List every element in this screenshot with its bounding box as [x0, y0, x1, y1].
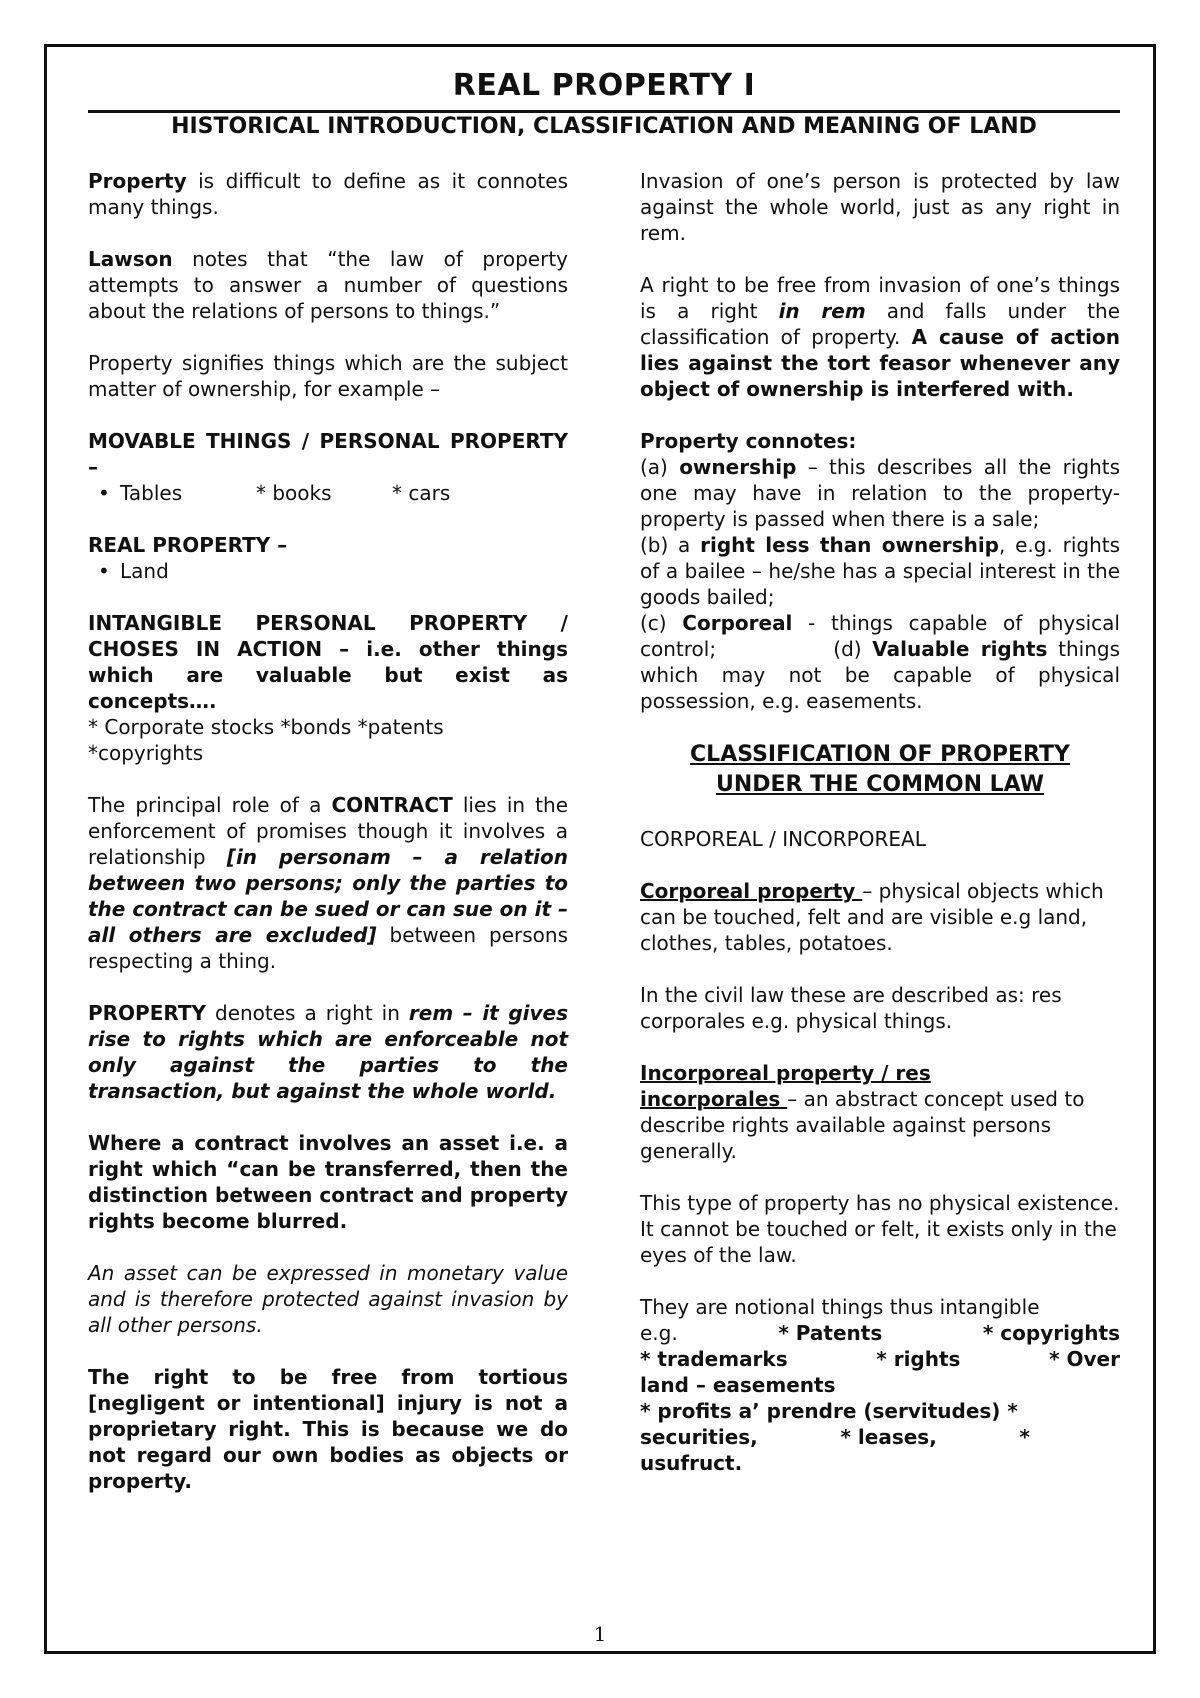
- paragraph-civil-law: In the civil law these are described as: res corporales e.g. physical things.: [640, 983, 1062, 1033]
- text: , e.g. rights of a bailee – he/she has a special interest in the goods bailed;: [640, 533, 1121, 609]
- term-in-rem: in rem: [778, 299, 866, 323]
- term-contract: CONTRACT: [331, 793, 453, 817]
- paragraph-corporeal-property: [640, 878, 1120, 956]
- item-securities: securities,: [640, 1425, 758, 1449]
- text: A right to be free from invasion of one’s things is a right: [640, 273, 1120, 323]
- heading-classification-of-property: [640, 740, 1120, 800]
- item-over: * Over: [1049, 1347, 1120, 1371]
- text: things which may not be capable of physical possession, e.g. easements.: [640, 637, 1120, 713]
- text: The principal role of a: [88, 793, 332, 817]
- left-column: [88, 168, 568, 1520]
- text: They are notional things thus intangible: [640, 1295, 1040, 1319]
- list-item: • Land: [120, 558, 568, 584]
- paragraph-tortious-injury: The right to be free from tortious [negligent or intentional] injury is not a proprietary right. This is because we do not regard our own bodies as objects or property.: [88, 1365, 568, 1493]
- term-incorporeal-property: Incorporeal property / res: [640, 1061, 931, 1085]
- list-movable-things: [88, 480, 568, 506]
- list-item: [120, 480, 568, 506]
- page-title: REAL PROPERTY I: [452, 68, 756, 103]
- label: (d): [833, 637, 873, 661]
- page-subtitle: HISTORICAL INTRODUCTION, CLASSIFICATION AND MEANING OF LAND: [171, 114, 1037, 139]
- item-rights: * rights: [876, 1347, 961, 1371]
- paragraph-property-definition: [88, 168, 568, 220]
- item-tables: Tables: [120, 481, 183, 505]
- term-corporeal-property: Corporeal property: [640, 879, 863, 903]
- title-underline: [88, 110, 1120, 113]
- item-easements: land – easements: [640, 1373, 836, 1397]
- term-corporeal: Corporeal: [682, 611, 793, 635]
- connotes-item-b: [640, 532, 1120, 610]
- in-personam-definition: [in personam – a relation between two persons; only the parties to the contract can be sued or can sue on it – all others are excluded]: [88, 845, 569, 947]
- notional-row-2: [640, 1346, 1120, 1372]
- cause-of-action-text: A cause of action lies against the tort feasor whenever any object of ownership is interfered with.: [640, 325, 1120, 401]
- item-patents: * Patents: [778, 1321, 883, 1345]
- term-ownership: ownership: [679, 455, 797, 479]
- term-incorporales: incorporales: [640, 1087, 788, 1111]
- item-leases: * leases,: [840, 1425, 937, 1449]
- paragraph-asset-value: An asset can be expressed in monetary value and is therefore protected against invasion by all other persons.: [88, 1261, 568, 1337]
- paragraph-property-in-rem: [88, 1000, 568, 1104]
- text: lies in the enforcement of promises though it involves a relationship: [88, 793, 569, 869]
- in-rem-definition: rem – it gives rise to rights which are enforceable not only against the parties to the transaction, but against the whole world.: [88, 1001, 569, 1103]
- paragraph-asset: Where a contract involves an asset i.e. a right which “can be transferred, then the distinction between contract and property rights become blurred.: [88, 1131, 568, 1233]
- text: denotes a right in: [206, 1001, 409, 1025]
- text: and falls under the classification of property.: [640, 299, 1120, 349]
- paragraph-invasion-of-person: Invasion of one’s person is protected by law against the whole world, just as any right in rem.: [640, 169, 1120, 245]
- text: between persons respecting a thing.: [88, 923, 568, 973]
- text: – an abstract concept used to describe rights available against persons generally.: [640, 1087, 1085, 1163]
- item-usufruct: usufruct.: [640, 1451, 743, 1475]
- notional-row-1: [640, 1320, 1120, 1346]
- notional-things-block: [640, 1294, 1120, 1476]
- item-trademarks: * trademarks: [640, 1347, 788, 1371]
- term-right-less-than-ownership: right less than ownership: [700, 533, 999, 557]
- text: - things capable of physical control;: [640, 611, 1120, 661]
- connotes-items-c-d: [640, 610, 1120, 714]
- item-profits-a-prendre: * profits a’ prendre (servitudes) *: [640, 1399, 1018, 1423]
- paragraph-no-physical-existence: This type of property has no physical existence. It cannot be touched or felt, it exists only in the eyes of the law.: [640, 1191, 1120, 1267]
- item-books: * books: [256, 481, 332, 505]
- label: (a): [640, 455, 680, 479]
- list-real-property: [88, 558, 568, 584]
- heading-intangible-property: INTANGIBLE PERSONAL PROPERTY / CHOSES IN ACTION – i.e. other things which are valuable but exist as concepts….: [88, 611, 568, 713]
- text: e.g.: [640, 1321, 678, 1345]
- page-number: 1: [593, 1622, 607, 1646]
- paragraph-contract: [88, 792, 568, 974]
- term-property: PROPERTY: [88, 1001, 207, 1025]
- notional-row-5: [640, 1424, 1030, 1450]
- paragraph-property-signifies: Property signifies things which are the subject matter of ownership, for example –: [88, 351, 568, 401]
- heading-property-connotes: Property connotes:: [640, 429, 857, 453]
- heading-real-property: REAL PROPERTY –: [88, 533, 288, 557]
- right-column: [640, 168, 1120, 1476]
- text: – physical objects which can be touched, felt and are visible e.g land, clothes, tables, potatoes.: [640, 879, 1104, 955]
- paragraph-right-free-from-invasion: [640, 272, 1120, 402]
- text: is difficult to define as it connotes many things.: [88, 169, 568, 219]
- text: notes that “the law of property attempts to answer a number of questions about the relations of persons to things.”: [88, 247, 568, 323]
- intangible-items-line1: * Corporate stocks *bonds *patents: [88, 715, 444, 739]
- intangible-items-line2: *copyrights: [88, 741, 204, 765]
- paragraph-lawson: [88, 246, 568, 324]
- paragraph-incorporeal-property: [640, 1060, 1120, 1164]
- term-valuable-rights: Valuable rights: [872, 637, 1048, 661]
- item-copyrights: * copyrights: [982, 1321, 1120, 1345]
- label: (b) a: [640, 533, 701, 557]
- term-lawson: Lawson: [88, 247, 173, 271]
- label: (c): [640, 611, 683, 635]
- corporeal-incorporeal-label: CORPOREAL / INCORPOREAL: [640, 827, 926, 851]
- heading-line: CLASSIFICATION OF PROPERTY: [690, 742, 1070, 767]
- heading-line: UNDER THE COMMON LAW: [715, 772, 1044, 797]
- heading-movable-things: MOVABLE THINGS / PERSONAL PROPERTY –: [88, 429, 568, 479]
- bullet-marker: *: [1019, 1425, 1030, 1449]
- item-cars: * cars: [392, 481, 451, 505]
- text: – this describes all the rights one may have in relation to the property- property is passed when there is a sale;: [640, 455, 1121, 531]
- term-property: Property: [88, 169, 187, 193]
- connotes-item-a: [640, 454, 1120, 532]
